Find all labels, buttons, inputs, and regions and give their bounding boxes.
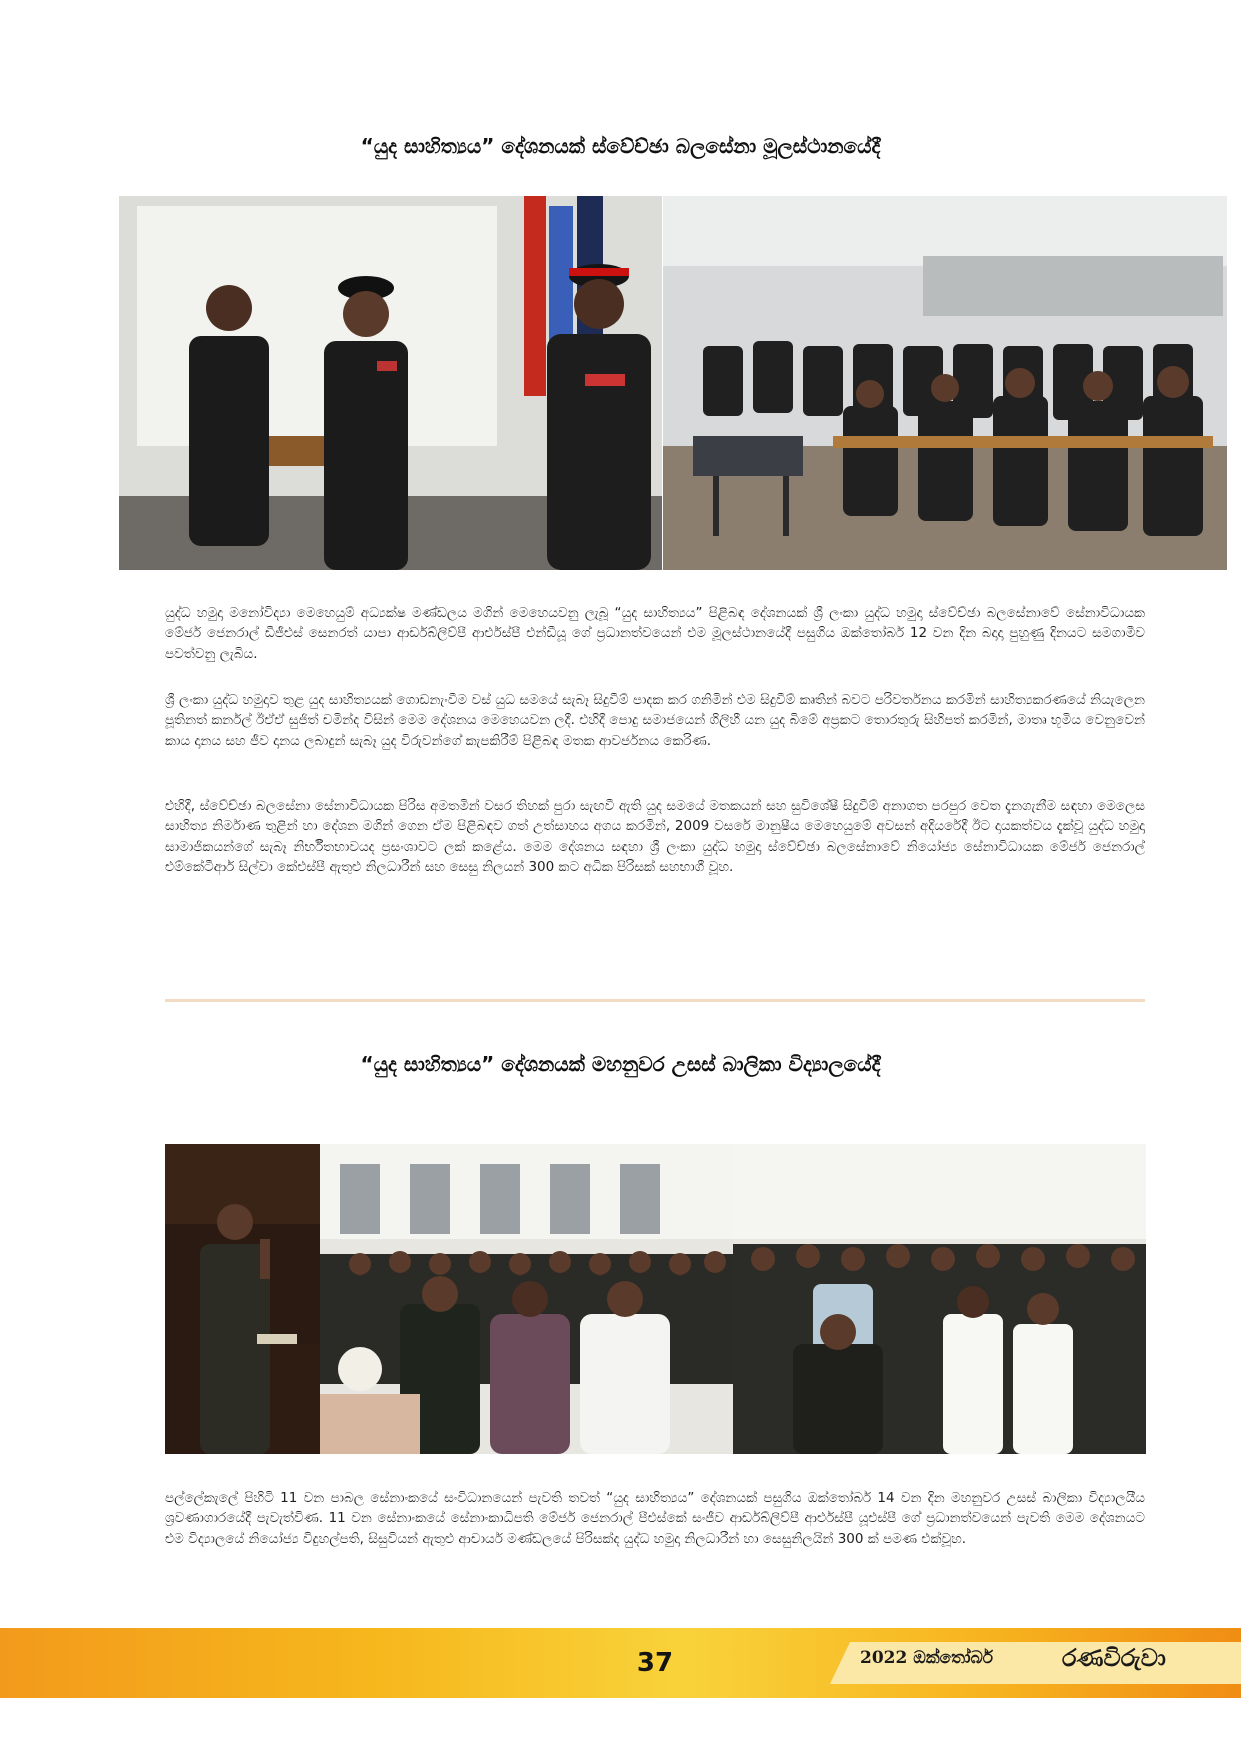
magazine-title: රණවිරුවා — [1062, 1644, 1166, 1672]
issue-date: 2022 ඔක්තෝබර් — [860, 1648, 994, 1668]
photo-lecturer — [165, 1144, 320, 1454]
section-divider — [165, 999, 1145, 1002]
photo-mixed-audience — [320, 1144, 733, 1454]
photo-award-presentation — [119, 196, 662, 570]
photo-seated-audience — [663, 196, 1227, 570]
article-2-headline: “යුද සාහිත්‍යය” දේශනයක් මහනුවර උසස් බාලිකා විද්‍යාලයේදී — [360, 1052, 881, 1076]
article-1-headline: “යුද සාහිත්‍යය” දේශනයක් ස්වේච්ඡා බලසේනා මූලස්ථානයේදී — [360, 134, 881, 158]
article-2-paragraph-1: පල්ලේකැලේ පිහිටි 11 වන පාබල සේනාංකයේ සංවිධානයෙන් පැවති තවත් “යුද සාහිත්‍යය” දේශනයක් පසුගිය ඔක්තෝබර් 14 වන දින මහනුවර උසස් බාලිකා විද්‍යාලයීය ශ්‍රවණාගාරයේදී පැවැත්විණ. 11 වන සේනාංකයේ සේනාංකාධිපති මේජර් ජෙනරාල් පීඑස්කේ සංජීව ආර්ඩබ්ලිව්පී ආර්එස්පී යූඑස්පී ගේ ප්‍රධානත්වයෙන් පැවති මෙම දේශනයට එම විද්‍යාලයේ නියෝජ්‍ය විදුහල්පති, සිසුවියන් ඇතුළු ආචාර්ය මණ්ඩලයේ පිරිසක්ද යුද්ධ හමුදා නිලධාරීන් හා සෙසුනිලයින් 300 ක් පමණ එක්වූහ. — [165, 1490, 1145, 1547]
page-number: 37 — [636, 1648, 674, 1678]
article-1-paragraph-1: යුද්ධ හමුදා මනෝවිද්‍යා මෙහෙයුම් අධ්‍යක්ෂ මණ්ඩලය මගින් මෙහෙයවනු ලැබූ “යුද සාහිත්‍යය” පිළිබඳ දේශනයක් ශ්‍රී ලංකා යුද්ධ හමුදා ස්වේච්ඡා බලසේනාවේ සේනාවිධායක මේජර් ජෙනරාල් ඩීජීඑස් සෙනරත් යාපා ආර්ඩබ්ලිව්පී ආර්එස්පී එන්ඩීයූ ගේ ප්‍රධානත්වයෙන් එම මූලස්ථානයේදී පසුගිය ඔක්තෝබර් 12 වන දින බදාදා පුහුණු දිනයට සමගාමීව පවත්වනු ලැබිය. — [165, 605, 1145, 662]
article-1-paragraph-3: එහිදී, ස්වේච්ඡා බලසේනා සේනාවිධායක පිරිස අමතමින් වසර තිහක් පුරා සැඟවී ඇති යුද සමයේ මතකයන් සහ සුවිශේෂී සිදුවීම් අනාගත පරපුර වෙත දැනගැනීම සඳහා මෙලෙස සාහිත්‍ය නිර්මාණ තුළින් හා දේශන මගින් ගෙන ඒම පිළිබඳව ගත් උත්සාහය අගය කරමින්, 2009 වසරේ මානුෂීය මෙහෙයුමේ අවසන් අදියරේදී ඊට දායකත්වය දැක්වූ යුද්ධ හමුදා සාමාජිකයන්ගේ සැබෑ නිර්භීතභාවයද ප්‍රසංශාවට ලක් කළේය. මෙම දේශනය සඳහා ශ්‍රී ලංකා යුද්ධ හමුදා ස්වේච්ඡා බලසේනාවේ නියෝජ්‍ය සේනාවිධායක මේජර් ජෙනරාල් එම්කේටීආර් සිල්වා කේඑස්පී ඇතුළු නිලධාරීන් සහ සෙසු නිලයන් 300 කට අධික පිරිසක් සහභාගී වූහ. — [165, 798, 1145, 875]
photo-students-soldiers — [733, 1144, 1146, 1454]
article-1-paragraph-2: ශ්‍රී ලංකා යුද්ධ හමුදාව තුළ යුද සාහිත්‍යයක් ගොඩනැංවීම වස් යුධ සමයේ සැබෑ සිදුවීම් පාදක කර ගනිමින් එම සිදුවීම් කෘතින් බවට පරිවර්තනය කරමින් සාහිත්‍යකරණයේ නියැලෙන පූතිනත් කර්නල් ඊඒඒ සුජිත් චමින්ද විසින් මෙම දේශනය මෙහෙයවන ලදී. එහිදී පොදු සමාජයෙන් ගිලිහී යන යුද බිමේ අප්‍රකට තොරතුරු සිහිපත් කරමින්, මාතෘ භූමිය වෙනුවෙන් කාය දානය සහ ජීව දානය ලබාදුන් සැබෑ යුද විරුවන්ගේ කැපකිරීම් පිළිබඳ මතක ආවර්ජනය කෙරිණ. — [165, 692, 1145, 749]
